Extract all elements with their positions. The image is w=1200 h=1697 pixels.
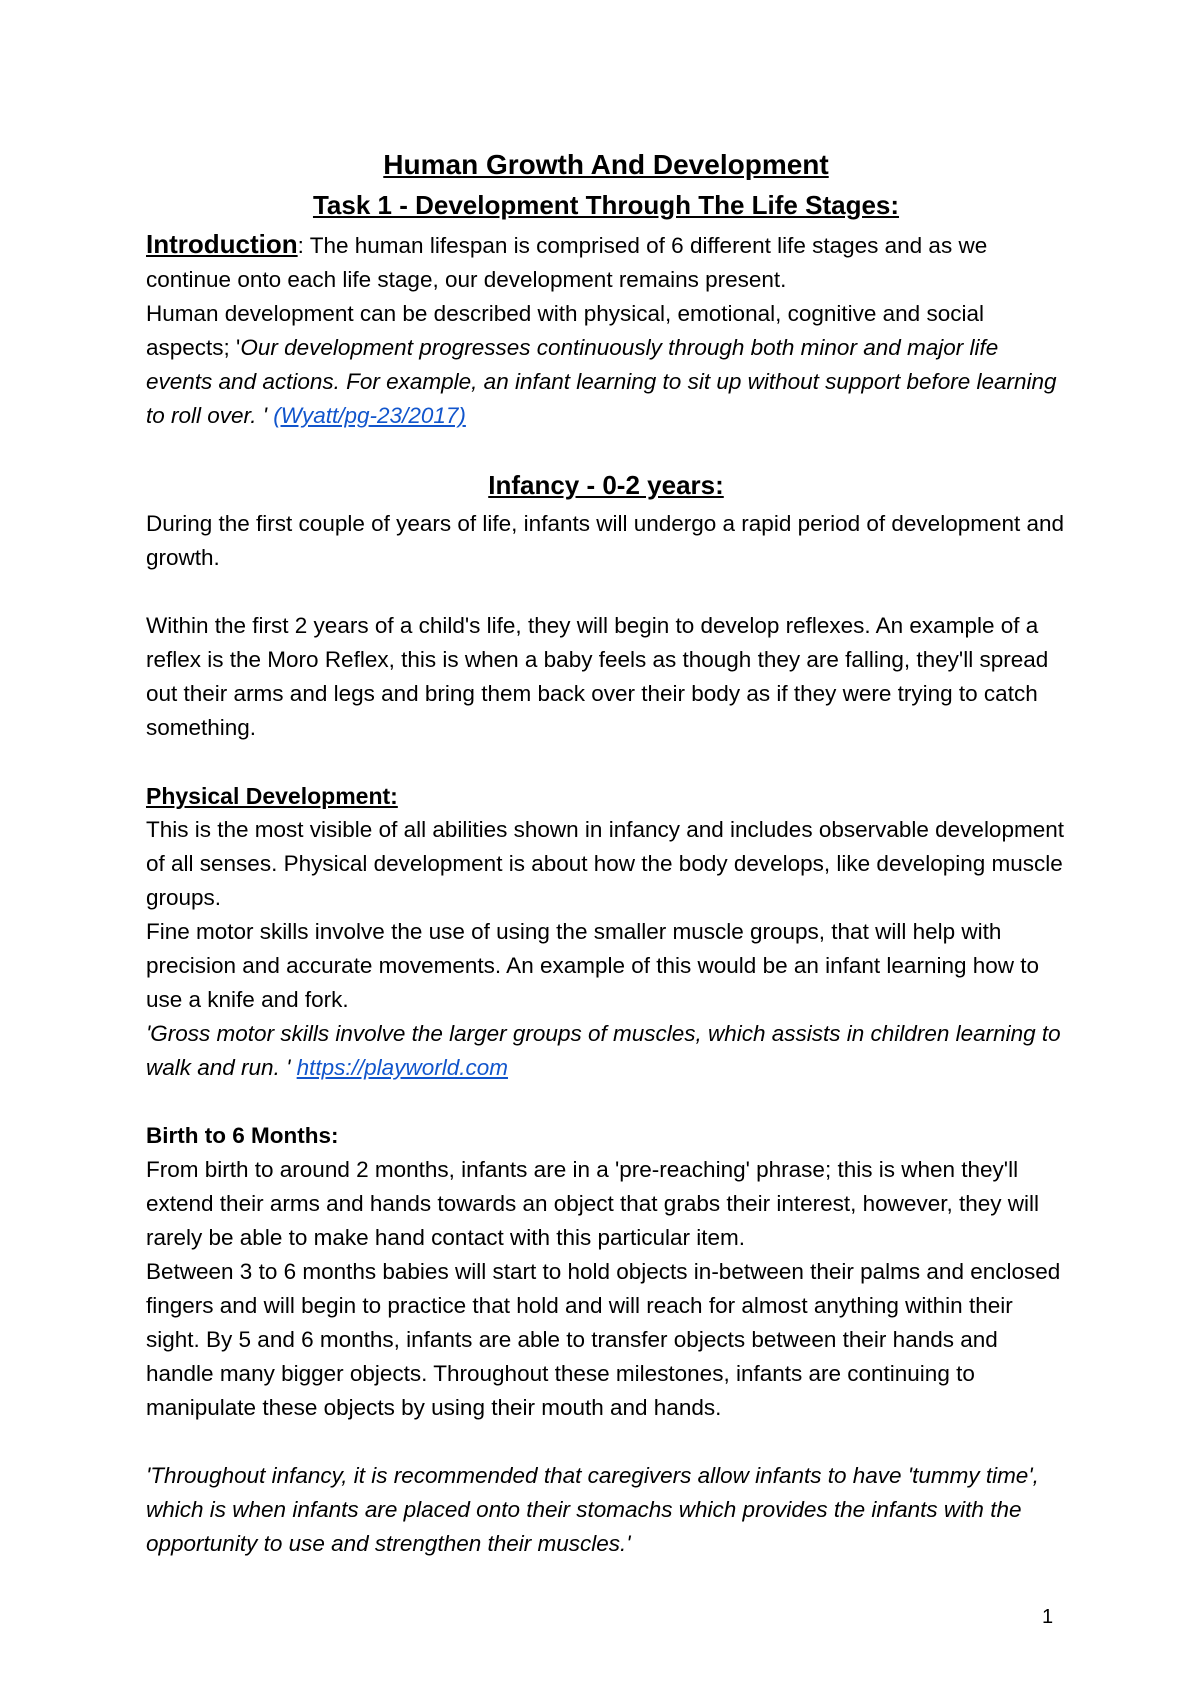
birth-paragraph-1: From birth to around 2 months, infants are in a 'pre-reaching' phrase; this is when they'll extend their arms and hands towards an object that grabs their interest, however, they will rarely be able to make hand contact with this particular item.: [146, 1157, 1039, 1250]
intro-text-2: Human development can be described with physical, emotional, cognitive and social aspects; ': [146, 301, 984, 360]
intro-label: Introduction: [146, 229, 298, 259]
physical-quote-paragraph: [146, 1017, 1066, 1085]
birth-paragraph-2: Between 3 to 6 months babies will start to hold objects in-between their palms and enclosed fingers and will begin to practice that hold and will reach for almost anything within their sight. By 5 and 6 months, infants are able to transfer objects between their hands and handle many bigger objects. Throughout these milestones, infants are continuing to manipulate these objects by using their mouth and hands.: [146, 1259, 1061, 1420]
birth-to-six-months-section: [146, 1119, 1066, 1561]
gross-motor-quote: 'Gross motor skills involve the larger groups of muscles, which assists in children learning to walk and run. ': [146, 1021, 1061, 1080]
infancy-paragraph-2: Within the first 2 years of a child's life, they will begin to develop reflexes. An example of a reflex is the Moro Reflex, this is when a baby feels as though they are falling, they'll spread out their arms and legs and bring them back over their body as if they were trying to catch something.: [146, 613, 1049, 740]
physical-development-heading: Physical Development:: [146, 783, 398, 809]
infancy-paragraph-1: During the first couple of years of life, infants will undergo a rapid period of development and growth.: [146, 511, 1065, 570]
document-title: Human Growth And Development: [383, 149, 829, 180]
task-heading: Task 1 - Development Through The Life Stages:: [312, 190, 900, 220]
playworld-link[interactable]: https://playworld.com: [296, 1055, 508, 1080]
intro-paragraph-2: [146, 297, 1066, 433]
physical-paragraph-2: Fine motor skills involve the use of using the smaller muscle groups, that will help with precision and accurate movements. An example of this would be an infant learning how to use a knife and fork.: [146, 919, 1040, 1012]
physical-paragraph-1: This is the most visible of all abilities shown in infancy and includes observable development of all senses. Physical development is about how the body develops, like developing muscle groups.: [146, 817, 1064, 910]
birth-to-six-months-heading: Birth to 6 Months:: [146, 1123, 339, 1148]
page-number: 1: [1042, 1606, 1054, 1628]
intro-paragraph: [146, 227, 1066, 297]
intro-text: The human lifespan is comprised of 6 different life stages and as we continue onto each life stage, our development remains present.: [146, 233, 988, 292]
intro-quote: Our development progresses continuously through both minor and major life events and actions. For example, an infant learning to sit up without support before learning to roll over. ': [146, 335, 1057, 428]
infancy-heading: Infancy - 0-2 years:: [488, 470, 724, 500]
physical-development-section: [146, 779, 1066, 1085]
wyatt-citation-link[interactable]: (Wyatt/pg-23/2017): [273, 403, 466, 428]
document-body: [146, 145, 1066, 1561]
intro-separator: :: [297, 233, 310, 258]
tummy-time-quote: 'Throughout infancy, it is recommended that caregivers allow infants to have 'tummy time', which is when infants are placed onto their stomachs which provides the infants with the opportunity to use and strengthen their muscles.': [146, 1463, 1039, 1556]
